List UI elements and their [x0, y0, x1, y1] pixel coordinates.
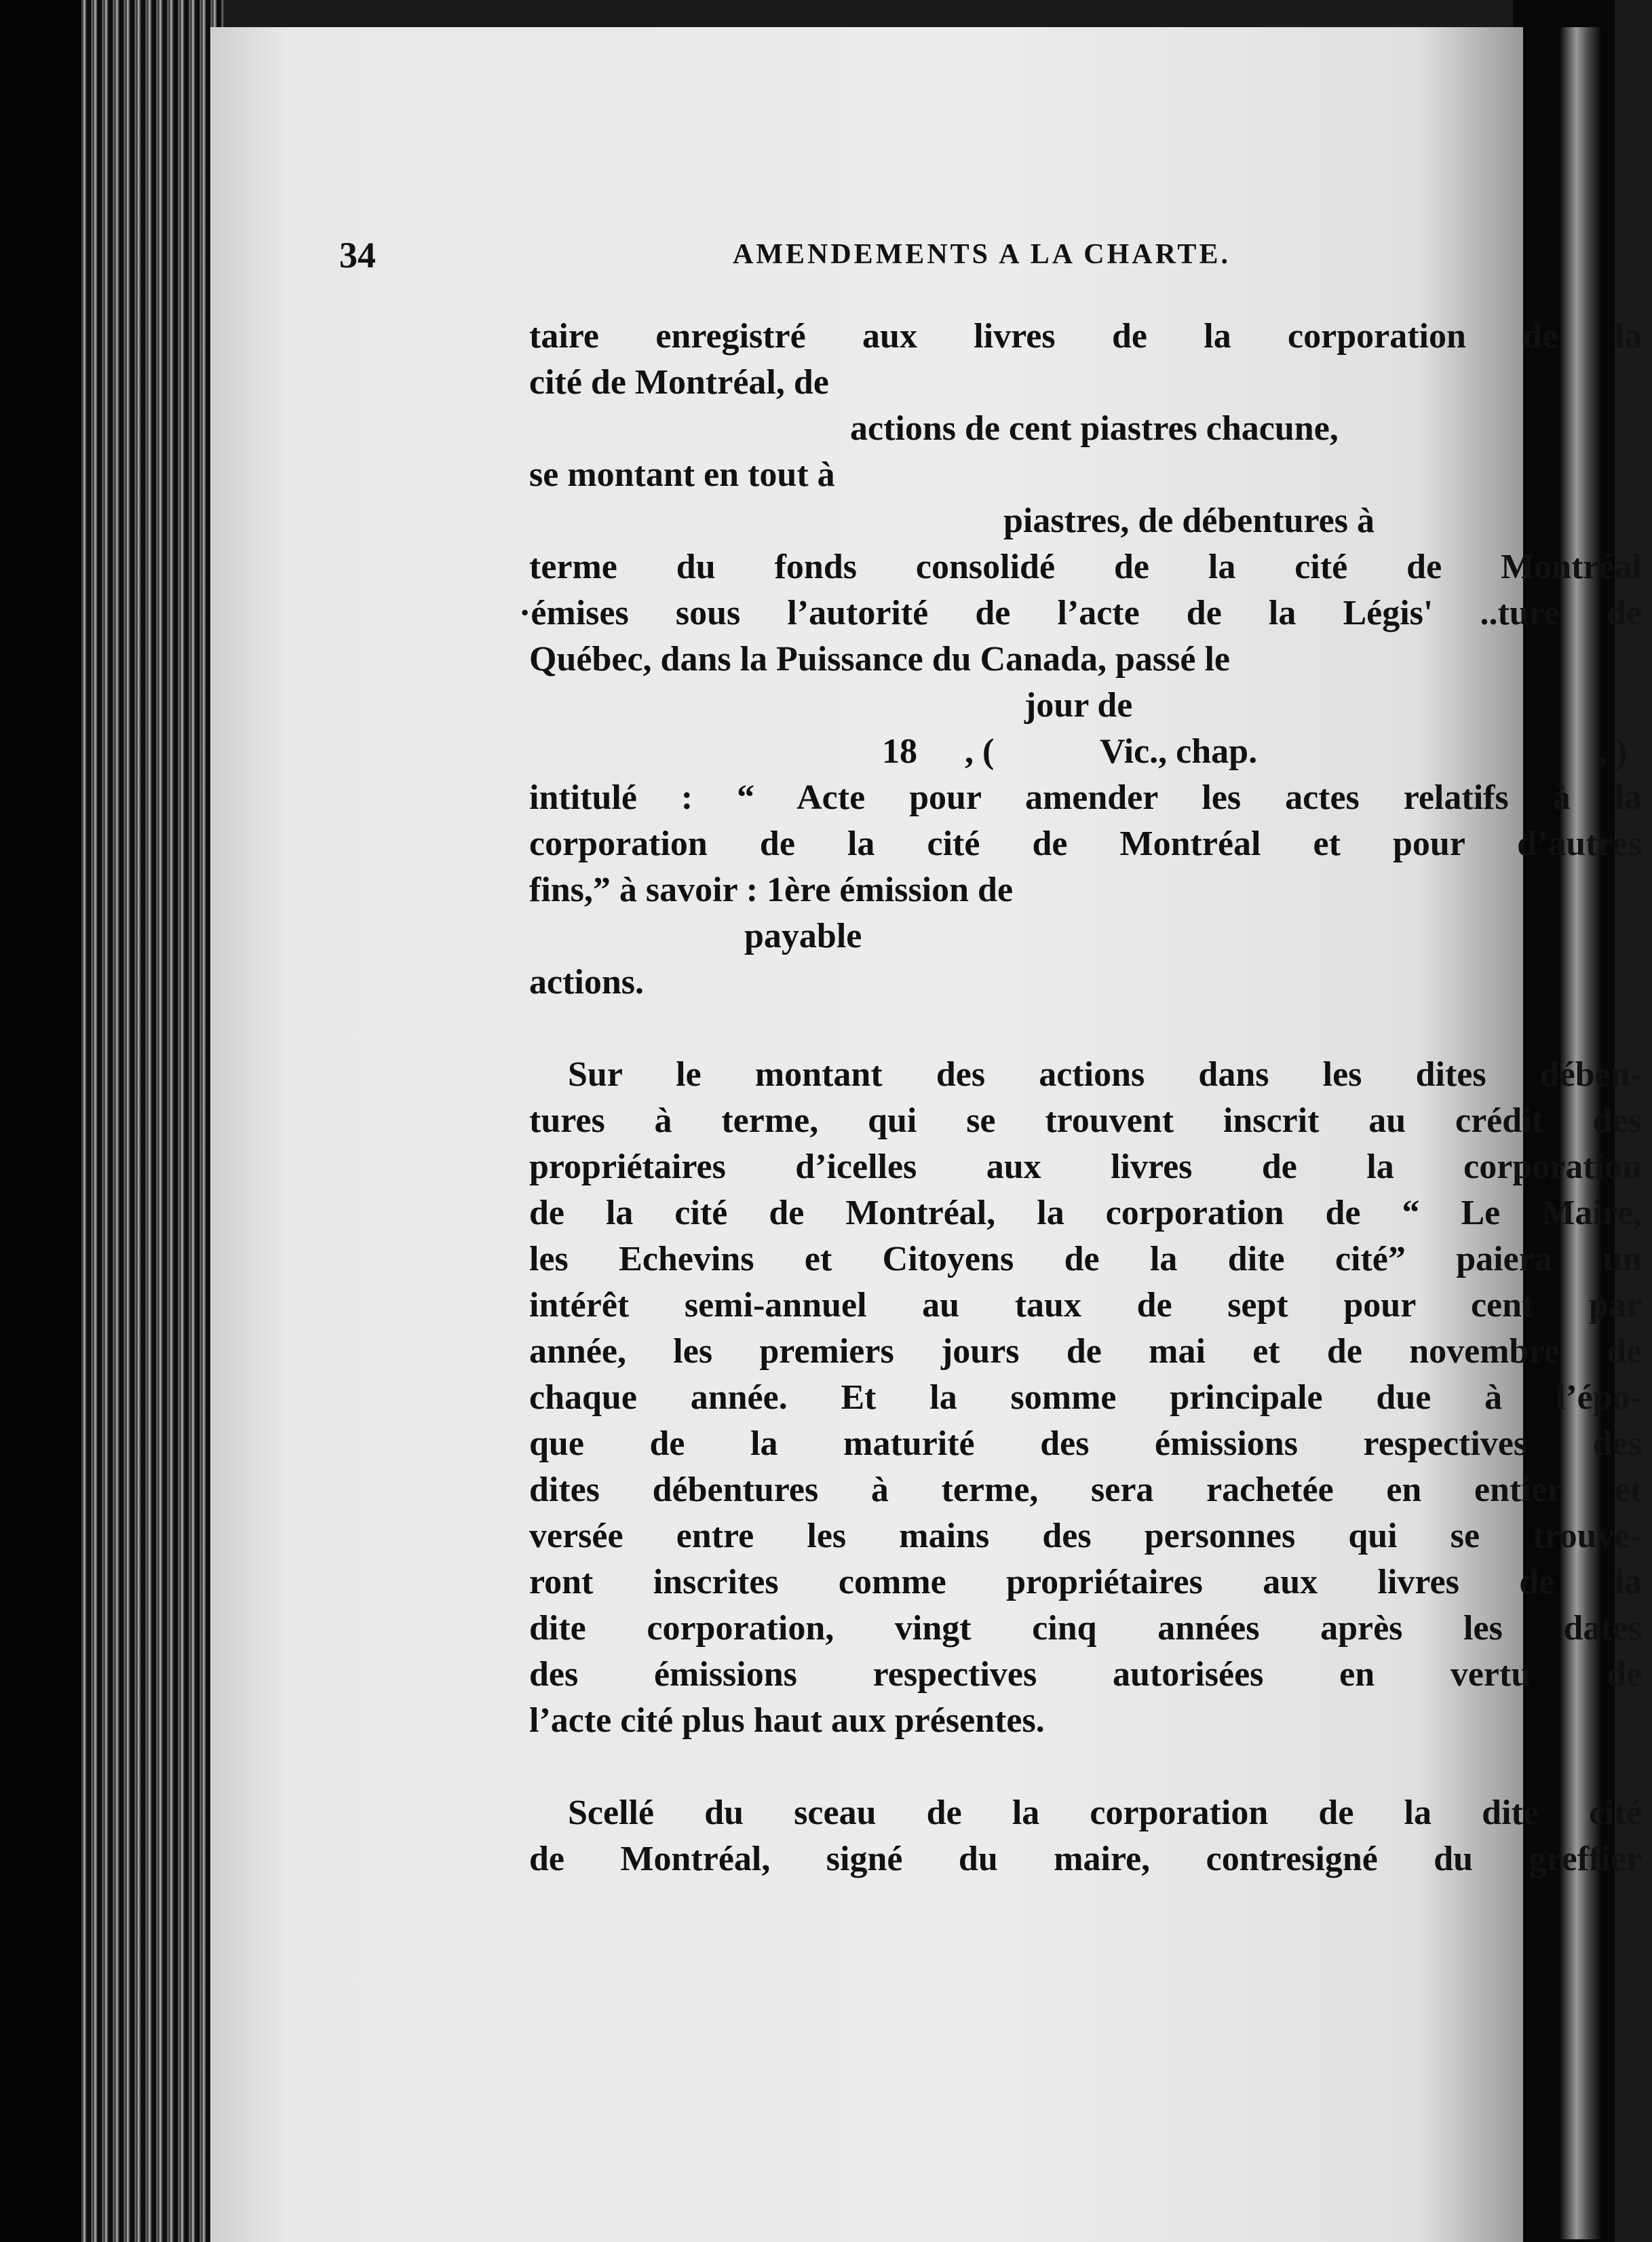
text-line: tures à terme, qui se trouvent inscrit au crédit des — [529, 1101, 1642, 1140]
text-line: les Echevins et Citoyens de la dite cité” paiera un — [529, 1240, 1642, 1278]
page-number: 34 — [339, 235, 376, 276]
running-title: AMENDEMENTS A LA CHARTE. — [733, 239, 1231, 270]
text-fragment: Vic., chap. — [1100, 732, 1258, 771]
year-prefix: 18 — [882, 732, 917, 771]
text-line: de Montréal, signé du maire, contresigné du greffier — [529, 1840, 1642, 1878]
text-line: corporation de la cité de Montréal et pour d’autres — [529, 824, 1642, 863]
text-line: cité de Montréal, de — [529, 363, 829, 402]
text-line: année, les premiers jours de mai et de novembre de — [529, 1332, 1642, 1371]
text-line: taire enregistré aux livres de la corporation de la — [529, 317, 1642, 356]
text-line: l’acte cité plus haut aux présentes. — [529, 1701, 1045, 1740]
text-line: dites débentures à terme, sera rachetée en entier et — [529, 1470, 1642, 1509]
text-line: de la cité de Montréal, la corporation de “ Le Maire, — [529, 1194, 1642, 1232]
book-page — [210, 27, 1642, 2242]
text-fragment: , ( — [965, 732, 995, 771]
text-line: dite corporation, vingt cinq années après les dates — [529, 1609, 1642, 1648]
text-line: chaque année. Et la somme principale due à l’épo- — [529, 1378, 1642, 1417]
text-line: Scellé du sceau de la corporation de la dite cité — [568, 1793, 1642, 1832]
text-line: versée entre les mains des personnes qui se trouve- — [529, 1517, 1642, 1555]
text-line: des émissions respectives autorisées en vertu de — [529, 1655, 1642, 1694]
text-line: Sur le montant des actions dans les dites dében- — [568, 1055, 1642, 1094]
text-fragment: , ) — [1598, 732, 1628, 771]
text-line: jour de — [1024, 686, 1133, 725]
text-line: intérêt semi-annuel au taux de sept pour cent par — [529, 1286, 1642, 1325]
text-line: terme du fonds consolidé de la cité de Montréal — [529, 548, 1642, 586]
scan-border-left — [0, 0, 81, 2242]
page-header — [210, 234, 1523, 275]
text-line: se montant en tout à — [529, 455, 835, 494]
text-line: propriétaires d’icelles aux livres de la corporation — [529, 1147, 1642, 1186]
text-line: Québec, dans la Puissance du Canada, passé le — [529, 640, 1230, 679]
text-line: actions. — [529, 963, 644, 1002]
text-line: intitulé : “ Acte pour amender les actes relatifs à la — [529, 778, 1642, 817]
date-line — [210, 729, 1628, 775]
text-line: actions de cent piastres chacune, — [850, 409, 1339, 448]
text-line: ront inscrites comme propriétaires aux livres de la — [529, 1563, 1642, 1601]
text-line: fins,” à savoir : 1ère émission de — [529, 871, 1014, 909]
text-line: piastres, de débentures à — [1003, 501, 1375, 540]
text-line: payable — [744, 917, 862, 955]
text-line: ·émises sous l’autorité de l’acte de la Légis' ..ture de — [519, 594, 1642, 632]
text-line: que de la maturité des émissions respectives des — [529, 1424, 1642, 1463]
